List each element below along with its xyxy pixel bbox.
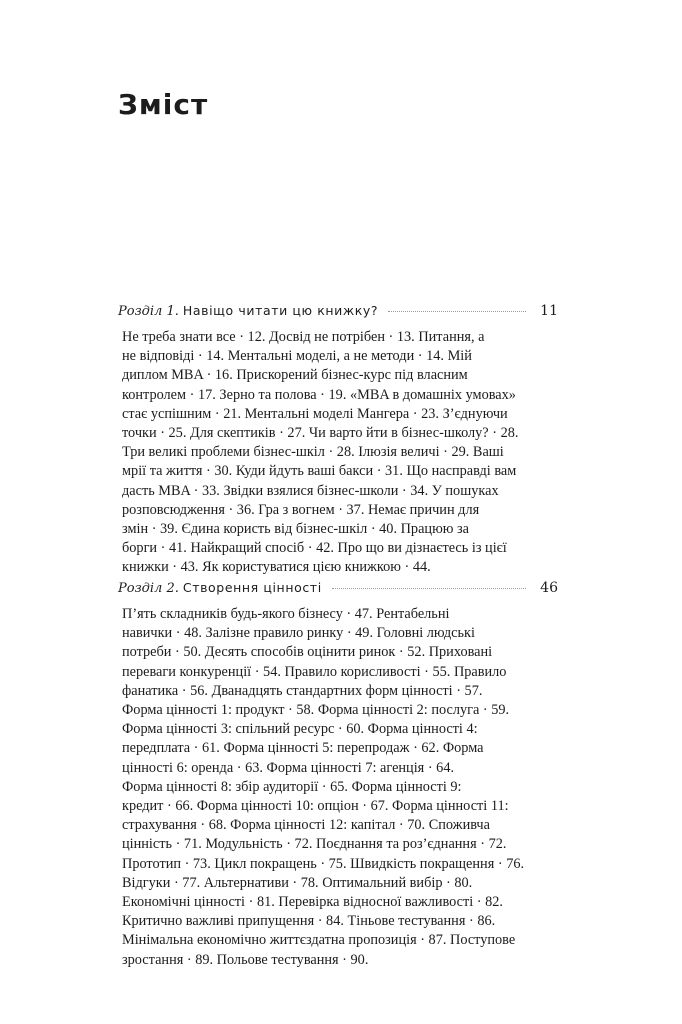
contents-line: Форма цінності 1: продукт · 58. Форма цінності 2: послуга · 59.: [122, 702, 510, 719]
contents-line: точки · 25. Для скептиків · 27. Чи варто йти в бізнес-школу? · 28.: [122, 425, 519, 442]
contents-line: дасть MBA · 33. Звідки взялися бізнес-школи · 34. У пошуках: [122, 482, 499, 499]
leader-dots: [332, 588, 526, 589]
contents-line: навички · 48. Залізне правило ринку · 49. Головні людські: [122, 625, 475, 642]
chapter-1-contents: [122, 328, 519, 578]
chapter-2-entry: [118, 580, 558, 970]
contents-line: книжки · 43. Як користуватися цією книжкою · 44.: [122, 559, 431, 576]
chapter-2-label: Розділ 2.: [118, 581, 179, 596]
contents-line: змін · 39. Єдина користь від бізнес-шкіл · 40. Працюю за: [122, 521, 469, 538]
contents-line: кредит · 66. Форма цінності 10: опціон · 67. Форма цінності 11:: [122, 798, 509, 815]
contents-line: цінність · 71. Модульність · 72. Поєднання та роз’єднання · 72.: [122, 836, 507, 853]
contents-line: фанатика · 56. Дванадцять стандартних форм цінності · 57.: [122, 682, 483, 699]
chapter-2-contents: [122, 605, 525, 970]
contents-line: Форма цінності 8: збір аудиторії · 65. Форма цінності 9:: [122, 778, 462, 795]
contents-line: зростання · 89. Польове тестування · 90.: [122, 951, 369, 968]
contents-line: Економічні цінності · 81. Перевірка відносної важливості · 82.: [122, 894, 503, 911]
chapter-1-label: Розділ 1.: [118, 304, 179, 319]
page-title: Зміст: [118, 88, 209, 121]
contents-line: контролем · 17. Зерно та полова · 19. «MBA в домашніх умовах»: [122, 386, 516, 403]
contents-line: борги · 41. Найкращий спосіб · 42. Про що ви дізнаєтесь із цієї: [122, 540, 507, 557]
contents-line: П’ять складників будь-якого бізнесу · 47. Рентабельні: [122, 606, 450, 622]
chapter-2-page-number: 46: [540, 580, 558, 596]
leader-dots: [388, 311, 526, 312]
contents-line: Відгуки · 77. Альтернативи · 78. Оптимальний вибір · 80.: [122, 874, 473, 891]
chapter-1-page-number: 11: [540, 303, 558, 319]
contents-line: Три великі проблеми бізнес-шкіл · 28. Ілюзія величі · 29. Ваші: [122, 444, 504, 461]
contents-line: Форма цінності 3: спільний ресурс · 60. Форма цінності 4:: [122, 721, 478, 738]
contents-line: страхування · 68. Форма цінності 12: капітал · 70. Споживча: [122, 817, 490, 834]
contents-line: Не треба знати все · 12. Досвід не потрібен · 13. Питання, а: [122, 329, 485, 345]
contents-line: не відповіді · 14. Ментальні моделі, а не методи · 14. Мій: [122, 348, 472, 365]
contents-line: передплата · 61. Форма цінності 5: перепродаж · 62. Форма: [122, 740, 484, 757]
contents-line: Прототип · 73. Цикл покращень · 75. Швидкість покращення · 76.: [122, 855, 525, 872]
contents-line: цінності 6: оренда · 63. Форма цінності 7: агенція · 64.: [122, 759, 455, 776]
contents-line: мрії та життя · 30. Куди йдуть ваші бакси · 31. Що насправді вам: [122, 463, 517, 480]
contents-line: розповсюдження · 36. Гра з вогнем · 37. Немає причин для: [122, 501, 480, 518]
chapter-1-entry: [118, 303, 558, 578]
contents-line: переваги конкуренції · 54. Правило корисливості · 55. Правило: [122, 663, 507, 680]
contents-line: диплом MBA · 16. Прискорений бізнес-курс під власним: [122, 367, 468, 384]
contents-line: стає успішним · 21. Ментальні моделі Мангера · 23. З’єднуючи: [122, 405, 508, 422]
chapter-1-heading[interactable]: [118, 303, 558, 321]
contents-line: потреби · 50. Десять способів оцінити ринок · 52. Приховані: [122, 644, 493, 661]
contents-line: Мінімальна економічно життєздатна пропозиція · 87. Поступове: [122, 932, 516, 949]
contents-line: Критично важливі припущення · 84. Тіньове тестування · 86.: [122, 913, 496, 930]
chapter-2-heading[interactable]: [118, 580, 558, 598]
chapter-1-title: Навіщо читати цю книжку?: [182, 303, 379, 318]
chapter-2-title: Створення цінності: [182, 580, 322, 595]
